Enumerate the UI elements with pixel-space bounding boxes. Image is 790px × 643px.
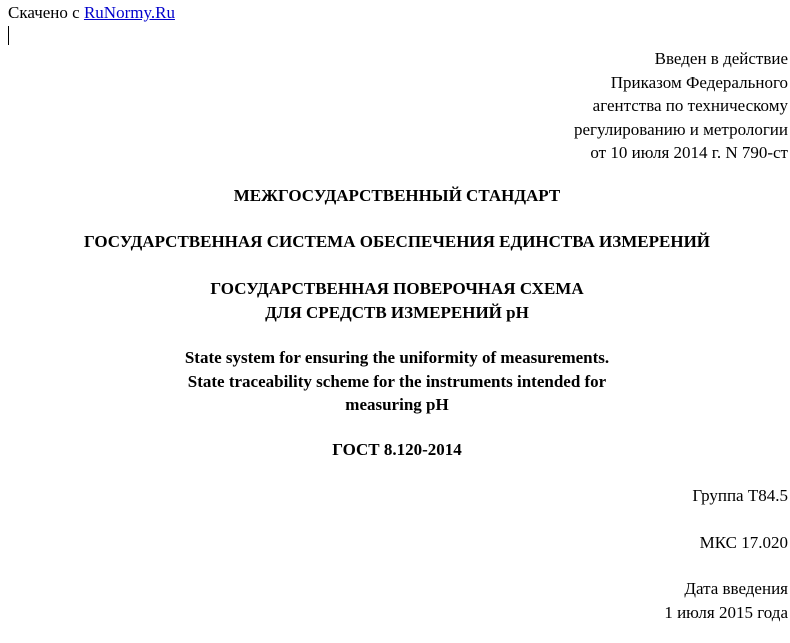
- enactment-line: регулированию и метрологии: [573, 119, 788, 139]
- english-title-line: measuring pH: [345, 395, 449, 414]
- introduction-date-value: 1 июля 2015 года: [664, 602, 788, 622]
- enactment-line: от 10 июля 2014 г. N 790-ст: [590, 143, 788, 162]
- mks-code: МКС 17.020: [699, 533, 788, 552]
- english-title-line: State traceability scheme for the instruments intended for: [187, 371, 607, 391]
- scheme-heading: [0, 277, 790, 324]
- enactment-line: агентства по техническому: [592, 96, 788, 115]
- introduction-date: [664, 577, 788, 624]
- gost-number: ГОСТ 8.120-2014: [332, 440, 462, 459]
- interstate-standard-heading: МЕЖГОСУДАРСТВЕННЫЙ СТАНДАРТ: [233, 186, 561, 205]
- gsi-heading: ГОСУДАРСТВЕННАЯ СИСТЕМА ОБЕСПЕЧЕНИЯ ЕДИНСТВА ИЗМЕРЕНИЙ: [83, 232, 711, 251]
- enactment-line: Введен в действие: [654, 49, 788, 68]
- text-cursor: [8, 26, 9, 45]
- scheme-heading-line: ГОСУДАРСТВЕННАЯ ПОВЕРОЧНАЯ СХЕМА: [210, 279, 584, 298]
- scheme-heading-line: ДЛЯ СРЕДСТВ ИЗМЕРЕНИЙ pH: [265, 302, 529, 322]
- english-title-line: State system for ensuring the uniformity of measurements.: [184, 348, 610, 367]
- group-code: Группа Т84.5: [692, 486, 788, 505]
- source-header: [8, 3, 175, 23]
- downloaded-from-label: Скачено с: [8, 3, 80, 22]
- introduction-date-label: Дата введения: [684, 579, 788, 598]
- enactment-block: [574, 47, 788, 165]
- english-title: [0, 346, 790, 417]
- enactment-line: Приказом Федерального: [610, 72, 788, 92]
- runormy-link[interactable]: RuNormy.Ru: [83, 3, 175, 22]
